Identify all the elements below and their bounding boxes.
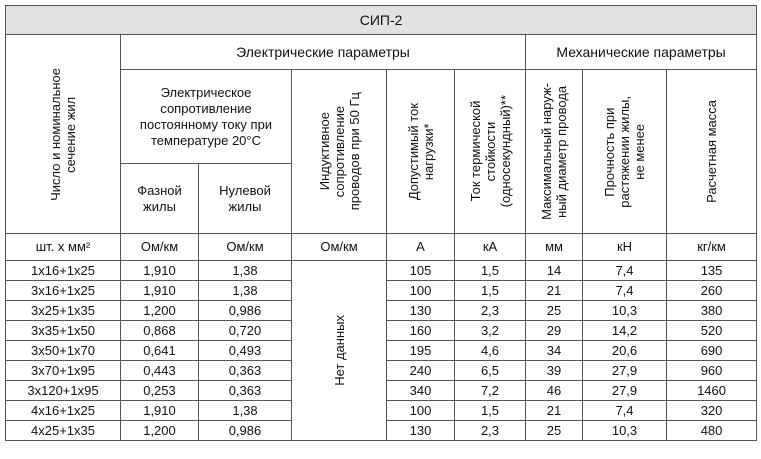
cell-thermal: 4,6 (455, 341, 526, 361)
cell-diameter: 25 (526, 301, 583, 321)
cell-mass: 480 (667, 421, 757, 441)
cell-current: 195 (387, 341, 455, 361)
cell-mass: 320 (667, 401, 757, 421)
units-row (6, 234, 757, 261)
cell-diameter: 21 (526, 281, 583, 301)
cell-thermal: 7,2 (455, 381, 526, 401)
cell-diameter: 14 (526, 261, 583, 281)
cell-strength: 14,2 (583, 321, 667, 341)
cell-thermal: 1,5 (455, 281, 526, 301)
cell-phase: 0,443 (121, 361, 199, 381)
cell-cores: 3x35+1x50 (6, 321, 121, 341)
cell-thermal: 2,3 (455, 421, 526, 441)
cell-current: 130 (387, 301, 455, 321)
cell-strength: 20,6 (583, 341, 667, 361)
cell-current: 100 (387, 281, 455, 301)
header-strength-text: Прочность при растяжении жилы, не менее (602, 95, 647, 208)
cell-neutral: 0,493 (199, 341, 292, 361)
cell-strength: 7,4 (583, 261, 667, 281)
cell-cores: 3x25+1x35 (6, 301, 121, 321)
sip2-spec-table (5, 5, 757, 441)
no-data-label: Нет данных (331, 315, 347, 386)
cell-mass: 690 (667, 341, 757, 361)
cell-neutral: 0,986 (199, 301, 292, 321)
cell-phase: 1,910 (121, 261, 199, 281)
cell-current: 160 (387, 321, 455, 341)
cell-thermal: 1,5 (455, 401, 526, 421)
cell-cores: 4x16+1x25 (6, 401, 121, 421)
header-resistance-text: Электрическое сопротивление постоянному току при температуре 20°С (139, 84, 273, 148)
cell-strength: 7,4 (583, 401, 667, 421)
cell-mass: 960 (667, 361, 757, 381)
cell-neutral: 0,720 (199, 321, 292, 341)
header-strength (583, 70, 667, 234)
header-diameter-text: Максимальный наруж- ный диаметр провода (539, 83, 569, 220)
unit-diameter: мм (526, 234, 583, 261)
cell-cores: 4x25+1x35 (6, 421, 121, 441)
group-electrical: Электрические параметры (121, 35, 526, 70)
cell-mass: 135 (667, 261, 757, 281)
cell-cores: 1x16+1x25 (6, 261, 121, 281)
unit-phase: Ом/км (121, 234, 199, 261)
table-title: СИП-2 (6, 6, 757, 35)
header-neutral-text: Нулевой жилы (219, 182, 271, 214)
header-cores (6, 35, 121, 234)
header-mass (667, 70, 757, 234)
header-diameter (526, 70, 583, 234)
cell-diameter: 21 (526, 401, 583, 421)
cell-thermal: 3,2 (455, 321, 526, 341)
cell-current: 240 (387, 361, 455, 381)
unit-cores: шт. х мм² (6, 234, 121, 261)
cell-diameter: 25 (526, 421, 583, 441)
cell-phase: 1,910 (121, 401, 199, 421)
header-mass-text: Расчетная масса (704, 100, 720, 203)
header-thermal (455, 70, 526, 234)
cell-cores: 3x70+1x95 (6, 361, 121, 381)
cell-strength: 27,9 (583, 381, 667, 401)
cell-phase: 0,641 (121, 341, 199, 361)
unit-current: А (387, 234, 455, 261)
cell-current: 340 (387, 381, 455, 401)
cell-mass: 1460 (667, 381, 757, 401)
cell-current: 105 (387, 261, 455, 281)
cell-phase: 0,253 (121, 381, 199, 401)
cell-thermal: 6,5 (455, 361, 526, 381)
header-inductive (292, 70, 387, 234)
unit-neutral: Ом/км (199, 234, 292, 261)
cell-diameter: 39 (526, 361, 583, 381)
cell-current: 100 (387, 401, 455, 421)
cell-current: 130 (387, 421, 455, 441)
cell-neutral: 1,38 (199, 261, 292, 281)
cell-strength: 27,9 (583, 361, 667, 381)
header-neutral (199, 164, 292, 234)
header-thermal-text: Ток термической стойкости (односекундный)** (467, 95, 513, 208)
cell-phase: 1,200 (121, 421, 199, 441)
unit-thermal: кА (455, 234, 526, 261)
cell-neutral: 1,38 (199, 401, 292, 421)
header-current-text: Допустимый ток нагрузки* (405, 102, 436, 201)
unit-mass: кг/км (667, 234, 757, 261)
unit-strength: кН (583, 234, 667, 261)
cell-neutral: 0,986 (199, 421, 292, 441)
cell-strength: 10,3 (583, 301, 667, 321)
cell-mass: 520 (667, 321, 757, 341)
header-phase-text: Фазной жилы (137, 182, 182, 214)
cell-cores: 3x16+1x25 (6, 281, 121, 301)
cell-diameter: 46 (526, 381, 583, 401)
group-mechanical: Механические параметры (526, 35, 757, 70)
header-cores-text: Число и номинальное сечение жил (48, 67, 78, 201)
cell-cores: 3x120+1x95 (6, 381, 121, 401)
cell-phase: 1,200 (121, 301, 199, 321)
header-inductive-text: Индуктивное сопротивление проводов при 50 Гц (316, 92, 362, 211)
cell-diameter: 34 (526, 341, 583, 361)
cell-strength: 10,3 (583, 421, 667, 441)
cell-cores: 3x50+1x70 (6, 341, 121, 361)
cell-inductive-no-data (292, 261, 387, 441)
cell-phase: 0,868 (121, 321, 199, 341)
cell-mass: 380 (667, 301, 757, 321)
cell-thermal: 2,3 (455, 301, 526, 321)
cell-mass: 260 (667, 281, 757, 301)
header-current (387, 70, 455, 234)
cell-strength: 7,4 (583, 281, 667, 301)
header-phase (121, 164, 199, 234)
unit-inductive: Ом/км (292, 234, 387, 261)
cell-neutral: 1,38 (199, 281, 292, 301)
cell-phase: 1,910 (121, 281, 199, 301)
cell-thermal: 1,5 (455, 261, 526, 281)
table-row (6, 261, 757, 281)
cell-neutral: 0,363 (199, 381, 292, 401)
header-resistance (121, 70, 292, 164)
cell-neutral: 0,363 (199, 361, 292, 381)
cell-diameter: 29 (526, 321, 583, 341)
